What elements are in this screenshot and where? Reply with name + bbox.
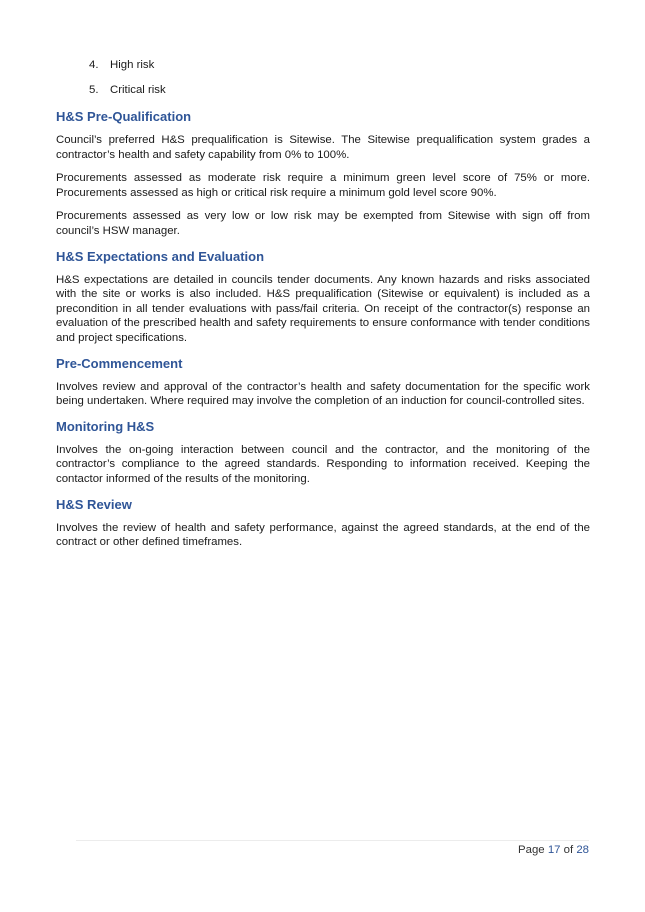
of-label: of (563, 844, 574, 856)
paragraph: Procurements assessed as very low or low risk may be exempted from Sitewise with sign off from council’s HSW manager. (56, 210, 590, 237)
list-number: 4. (89, 59, 99, 71)
list-text: Critical risk (110, 84, 166, 96)
list-item (56, 58, 590, 73)
section-heading: Monitoring H&S (56, 418, 155, 434)
paragraph: Involves the on-going interaction between council and the contractor, and the monitoring of the contractor’s compliance to the agreed standards. Responding to information received. Keeping the contactor informed of the results of the monitoring. (56, 443, 590, 485)
section-heading: H&S Review (56, 496, 132, 512)
section-heading: H&S Pre-Qualification (56, 109, 192, 124)
page-total: 28 (576, 844, 589, 856)
list-number: 5. (89, 84, 99, 96)
list-text: High risk (110, 59, 155, 71)
paragraph: Council’s preferred H&S prequalification is Sitewise. The Sitewise prequalification system grades a contractor’s health and safety capability from 0% to 100%. (56, 134, 590, 161)
footer-divider (76, 840, 589, 841)
page-footer (518, 844, 589, 856)
section-prequalification (56, 108, 590, 239)
risk-list (56, 58, 590, 98)
section-monitoring (56, 418, 590, 487)
paragraph: H&S expectations are detailed in councils tender documents. Any known hazards and risks associated with the site or works is also included. H&S prequalification (Sitewise or equivalent) is included as a precondition in all tender evaluations with pass/fail criteria. On receipt of the contractor(s) response an evaluation of the prescribed health and safety requirements to ensure conformance with tender conditions and project specifications. (56, 273, 590, 344)
page-label: Page (518, 844, 545, 856)
section-pre-commencement (56, 355, 590, 409)
section-heading: H&S Expectations and Evaluation (56, 248, 265, 264)
section-heading: Pre-Commencement (56, 355, 183, 371)
paragraph: Involves review and approval of the contractor’s health and safety documentation for the specific work being undertaken. Where required may involve the completion of an induction for council-controlled sites. (56, 380, 590, 408)
section-expectations-evaluation (56, 248, 590, 346)
list-item (56, 83, 590, 98)
section-review (56, 496, 590, 550)
paragraph: Procurements assessed as moderate risk require a minimum green level score of 75% or more. Procurements assessed as high or critical risk require a minimum gold level score 90%. (56, 172, 590, 199)
page-content (56, 58, 590, 559)
page-current: 17 (547, 844, 561, 856)
paragraph: Involves the review of health and safety performance, against the agreed standards, at the end of the contract or other defined timeframes. (56, 521, 590, 549)
